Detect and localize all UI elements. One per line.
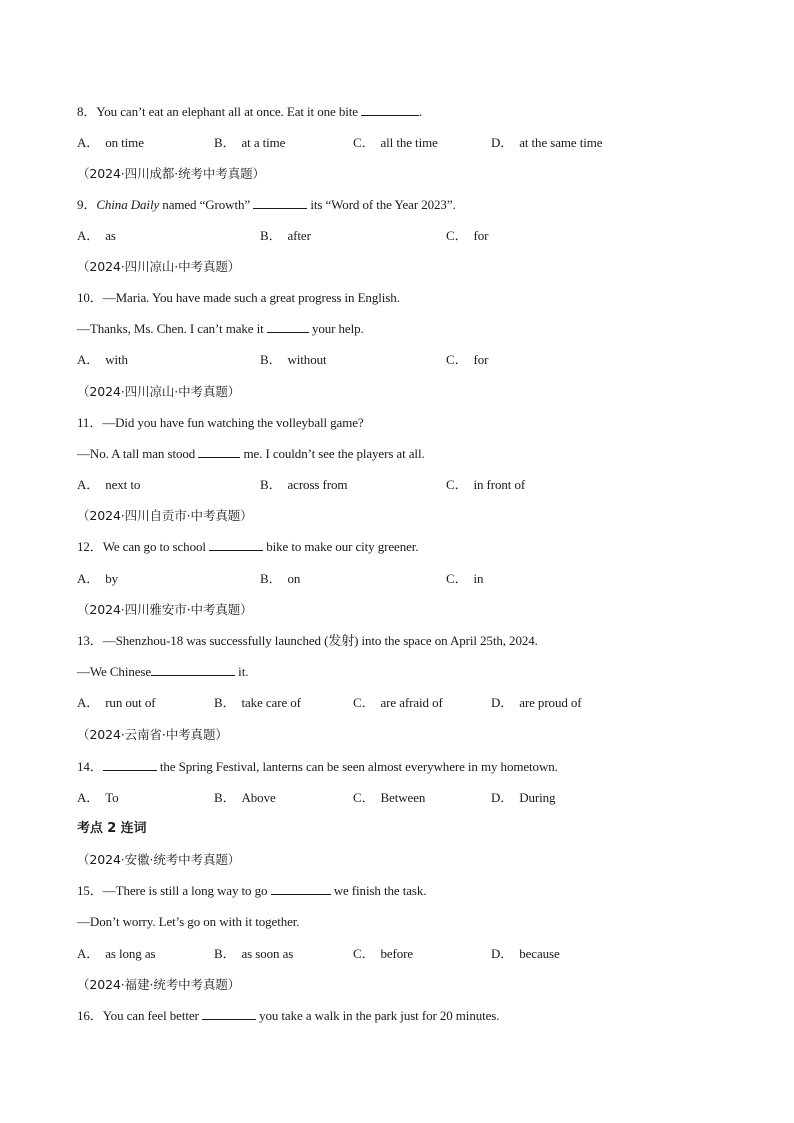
- option-b: B． on: [260, 571, 301, 586]
- option-d: D． at the same time: [491, 135, 603, 150]
- option-b: B． take care of: [214, 695, 301, 710]
- question-16-stem: 16．You can feel better you take a walk in the park just for 20 minutes.: [77, 1008, 500, 1023]
- question-14-options: [0, 789, 794, 807]
- question-9-stem: 9．China Daily named “Growth” its “Word of the Year 2023”.: [77, 197, 456, 212]
- answer-blank: [271, 882, 331, 895]
- question-15-options: [0, 945, 794, 963]
- option-b: B． as soon as: [214, 946, 294, 961]
- option-b: B． after: [260, 228, 311, 243]
- answer-blank: [361, 103, 419, 116]
- question-14-stem: 14． the Spring Festival, lanterns can be seen almost everywhere in my hometown.: [77, 759, 558, 774]
- option-b: B． across from: [260, 477, 348, 492]
- question-8-stem: 8．You can’t eat an elephant all at once. Eat it one bite .: [77, 104, 423, 119]
- option-d: D． During: [491, 790, 556, 805]
- question-12-stem: 12．We can go to school bike to make our city greener.: [77, 539, 419, 554]
- option-a: A． run out of: [77, 695, 156, 710]
- answer-blank: [202, 1007, 256, 1020]
- question-8-options: [0, 134, 794, 152]
- option-a: A． To: [77, 790, 119, 805]
- option-a: A． as: [77, 228, 116, 243]
- question-15-source: （2024·安徽·统考中考真题）: [77, 852, 241, 867]
- question-10-source: （2024·四川凉山·中考真题）: [77, 259, 241, 274]
- question-14-source: （2024·云南省·中考真题）: [77, 727, 228, 742]
- answer-blank: [103, 758, 157, 771]
- answer-blank: [253, 196, 307, 209]
- question-16-source: （2024·福建·统考中考真题）: [77, 977, 241, 992]
- question-9-options: [0, 227, 794, 245]
- option-c: C． before: [353, 946, 414, 961]
- option-b: B． Above: [214, 790, 276, 805]
- question-11-options: [0, 476, 794, 494]
- answer-blank: [151, 663, 235, 676]
- question-15-line-1: 15．—There is still a long way to go we finish the task.: [77, 883, 427, 898]
- answer-blank: [267, 320, 309, 333]
- answer-blank: [209, 538, 263, 551]
- question-11-source: （2024·四川凉山·中考真题）: [77, 384, 241, 399]
- question-13-line-1: 13．—Shenzhou-18 was successfully launched (发射) into the space on April 25th, 2024.: [77, 633, 538, 648]
- option-c: C． for: [446, 352, 489, 367]
- section-heading: 考点 2 连词: [77, 821, 147, 836]
- option-a: A． by: [77, 571, 119, 586]
- option-b: B． at a time: [214, 135, 286, 150]
- option-a: A． as long as: [77, 946, 156, 961]
- option-c: C． in front of: [446, 477, 526, 492]
- option-d: D． because: [491, 946, 560, 961]
- option-c: C． all the time: [353, 135, 438, 150]
- question-13-line-2: —We Chinese it.: [77, 664, 249, 679]
- option-c: C． for: [446, 228, 489, 243]
- question-10-options: [0, 351, 794, 369]
- option-a: A． on time: [77, 135, 144, 150]
- question-12-options: [0, 570, 794, 588]
- question-10-line-1: 10．—Maria. You have made such a great progress in English.: [77, 290, 400, 305]
- option-d: D． are proud of: [491, 695, 582, 710]
- option-a: A． with: [77, 352, 128, 367]
- option-c: C． Between: [353, 790, 426, 805]
- question-11-line-1: 11．—Did you have fun watching the volleyball game?: [77, 415, 364, 430]
- option-a: A． next to: [77, 477, 141, 492]
- question-13-source: （2024·四川雅安市·中考真题）: [77, 602, 253, 617]
- option-c: C． are afraid of: [353, 695, 443, 710]
- option-b: B． without: [260, 352, 327, 367]
- question-10-line-2: —Thanks, Ms. Chen. I can’t make it your help.: [77, 321, 364, 336]
- question-15-line-2: —Don’t worry. Let’s go on with it together.: [77, 914, 300, 929]
- option-c: C． in: [446, 571, 484, 586]
- answer-blank: [198, 445, 240, 458]
- question-12-source: （2024·四川自贡市·中考真题）: [77, 508, 253, 523]
- question-9-source: （2024·四川成都·统考中考真题）: [77, 166, 265, 181]
- question-11-line-2: —No. A tall man stood me. I couldn’t see the players at all.: [77, 446, 425, 461]
- question-13-options: [0, 694, 794, 712]
